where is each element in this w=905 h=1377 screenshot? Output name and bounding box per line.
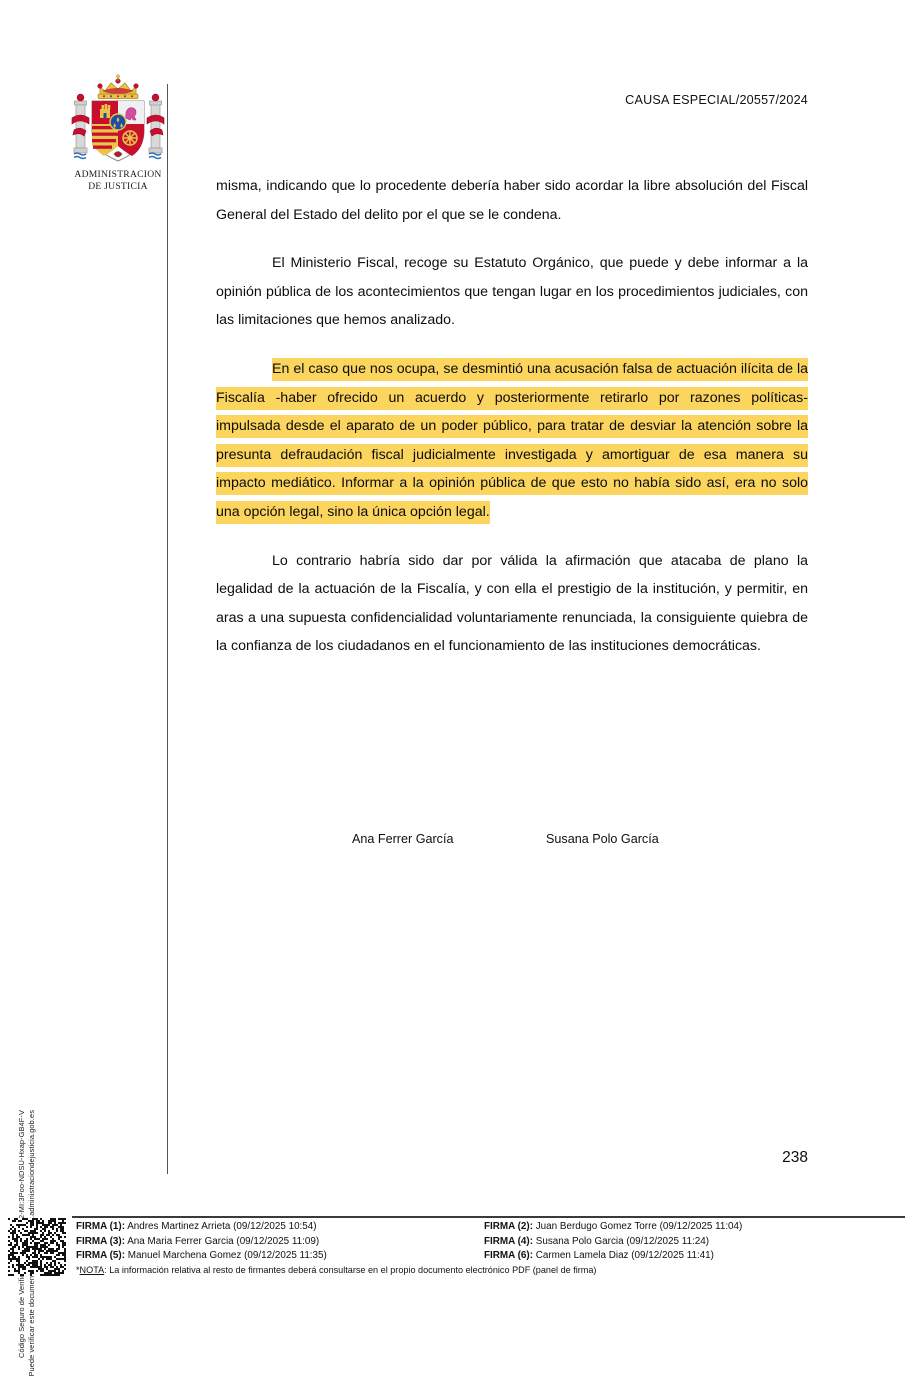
firma-label: FIRMA (1): xyxy=(76,1221,125,1232)
nota-line xyxy=(76,1264,596,1276)
firma-line xyxy=(484,1249,894,1264)
firma-value: Andres Martinez Arrieta (09/12/2025 10:54) xyxy=(125,1221,317,1232)
firma-value: Ana Maria Ferrer Garcia (09/12/2025 11:09) xyxy=(125,1235,320,1247)
verification-qr-barcode-icon xyxy=(8,1218,66,1276)
firma-value: Manuel Marchena Gomez (09/12/2025 11:35) xyxy=(125,1250,327,1262)
admin-label-line1: ADMINISTRACION xyxy=(74,169,162,180)
firma-value: Susana Polo Garcia (09/12/2025 11:24) xyxy=(533,1235,710,1247)
firma-label: FIRMA (2): xyxy=(484,1221,533,1232)
margin-divider-line xyxy=(167,84,168,1174)
nota-text: : La información relativa al resto de firmantes deberá consultarse en el propio documento electrónico PDF (panel de firma) xyxy=(104,1265,597,1275)
firma-line xyxy=(76,1249,476,1264)
spain-coat-of-arms-icon xyxy=(70,74,166,166)
highlighted-text: En el caso que nos ocupa, se desmintió una acusación falsa de actuación ilícita de la Fiscalía -haber ofrecido un acuerdo y posteriormente retirarlo por razones políticas- impulsada desde el aparato de un poder público, para tratar de desviar la atención sobre la presunta defraudación fiscal judicialmente investigada y amortiguar de esa manera su impacto mediático. Informar a la opinión pública de que esto no había sido así, era no solo una opción legal, sino la única opción legal. xyxy=(216,358,808,524)
paragraph-1: misma, indicando que lo procedente debería haber sido acordar la libre absolución del Fiscal General del Estado del delito por el que se le condena. xyxy=(216,178,808,223)
firma-value: Juan Berdugo Gomez Torre (09/12/2025 11:04) xyxy=(533,1221,743,1232)
paragraph-2: El Ministerio Fiscal, recoge su Estatuto Orgánico, que puede y debe informar a la opinión pública de los acontecimientos que tengan lugar en los procedimientos judiciales, con las limitaciones que hemos analizado. xyxy=(216,255,808,329)
firma-line xyxy=(484,1235,894,1250)
firma-label: FIRMA (4): xyxy=(484,1235,533,1247)
signature-column-left xyxy=(76,1220,476,1264)
paragraph-4: Lo contrario habría sido dar por válida la afirmación que atacaba de plano la legalidad de la actuación de la Fiscalía, y con ella el prestigio de la institución, y permitir, en aras a una supuesta confidencialidad voluntariamente renunciada, la consiguiente quiebra de la confianza de los ciudadanos en el funcionamiento de las instituciones democráticas. xyxy=(216,552,808,655)
paragraph-3-highlighted xyxy=(216,355,808,527)
verification-margin-strip xyxy=(0,0,60,1196)
case-header: CAUSA ESPECIAL/20557/2024 xyxy=(625,93,808,107)
signature-column-right xyxy=(484,1220,894,1264)
signature-name-right: Susana Polo García xyxy=(546,832,659,846)
emblem-block xyxy=(62,74,174,192)
nota-marker: * xyxy=(76,1265,80,1275)
administration-label xyxy=(62,169,174,192)
firma-label: FIRMA (6): xyxy=(484,1250,533,1262)
firma-line xyxy=(484,1220,894,1235)
document-footer xyxy=(0,1208,905,1280)
page-number: 238 xyxy=(782,1149,808,1166)
signature-names-row xyxy=(216,832,808,854)
signature-name-left: Ana Ferrer García xyxy=(352,832,454,846)
admin-label-line2: DE JUSTICIA xyxy=(88,180,148,192)
firma-label: FIRMA (3): xyxy=(76,1235,125,1247)
firma-line xyxy=(76,1220,476,1235)
firma-line xyxy=(76,1235,476,1250)
footer-divider-line xyxy=(72,1216,905,1218)
document-body xyxy=(216,172,808,661)
firma-value: Carmen Lamela Diaz (09/12/2025 11:41) xyxy=(533,1250,714,1262)
firma-label: FIRMA (5): xyxy=(76,1250,125,1262)
nota-word: NOTA xyxy=(79,1265,105,1275)
